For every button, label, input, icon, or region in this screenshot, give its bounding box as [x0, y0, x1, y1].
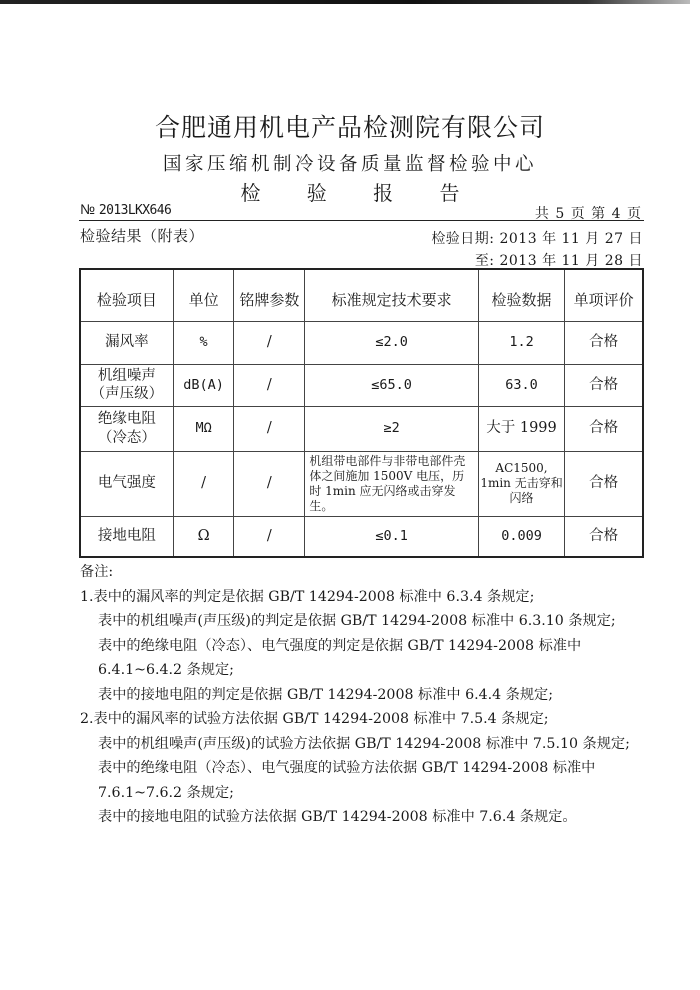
cell-requirement-text: 机组带电部件与非带电部件壳体之间施加 1500V 电压，历时 1min 应无闪络或击穿发生。: [309, 453, 466, 513]
inspection-date-from-value: 2013 年 11 月 27 日: [499, 231, 643, 247]
cell-verdict: 合格: [565, 451, 643, 516]
column-header-item: 检验项目: [80, 269, 173, 321]
note-line: 表中的机组噪声(声压级)的试验方法依据 GB/T 14294-2008 标准中 7.5.10 条规定;: [98, 735, 630, 752]
cell-unit: MΩ: [173, 406, 234, 451]
report-number: [80, 201, 171, 218]
note-line: 表中的机组噪声(声压级)的判定是依据 GB/T 14294-2008 标准中 6.3.10 条规定;: [98, 613, 616, 629]
note-line: 表中的绝缘电阻（冷态）、电气强度的试验方法依据 GB/T 14294-2008 标准中: [98, 760, 596, 776]
scan-edge: [0, 0, 690, 4]
report-number-value: 2013LKX646: [98, 203, 172, 218]
cell-data: 1.2: [478, 321, 564, 364]
results-table: [79, 268, 644, 558]
report-number-prefix: №: [80, 201, 96, 217]
cell-item-main: 绝缘电阻: [97, 411, 156, 428]
column-header-verdict: 单项评价: [565, 269, 643, 321]
center-name: 国家压缩机制冷设备质量监督检验中心: [162, 154, 537, 175]
page-info: 共 5 页 第 4 页: [534, 206, 642, 222]
cell-item: 漏风率: [80, 321, 173, 364]
table-header-row: [80, 269, 643, 321]
column-header-data: 检验数据: [478, 269, 564, 321]
table-row: [80, 406, 643, 451]
table-row: [80, 516, 643, 557]
cell-requirement: ≤0.1: [305, 516, 479, 557]
cell-nameplate: /: [234, 451, 305, 516]
cell-requirement: ≤65.0: [305, 364, 479, 406]
notes-title: 备注:: [80, 564, 114, 580]
cell-data: AC1500, 1min 无击穿和闪络: [478, 451, 564, 516]
cell-item: 接地电阻: [80, 516, 173, 557]
notes-section: [80, 560, 680, 830]
inspection-date-to: [475, 250, 643, 270]
note-line: 表中的绝缘电阻（冷态）、电气强度的判定是依据 GB/T 14294-2008 标准中: [98, 637, 582, 654]
cell-unit: dB(A): [173, 364, 234, 406]
table-row: [80, 321, 643, 364]
note-line: 表中的接地电阻的试验方法依据 GB/T 14294-2008 标准中 7.6.4 条规定。: [98, 809, 577, 825]
cell-data: 大于 1999: [478, 406, 564, 451]
note-line: 6.4.1~6.4.2 条规定;: [98, 662, 234, 678]
cell-data: 63.0: [478, 364, 564, 406]
cell-item: [80, 406, 173, 451]
cell-nameplate: /: [234, 364, 305, 406]
column-header-unit: 单位: [173, 269, 234, 321]
cell-item: 电气强度: [80, 451, 173, 516]
cell-requirement: ≥2: [305, 406, 479, 451]
cell-nameplate: /: [234, 406, 305, 451]
column-header-nameplate: 铭牌参数: [234, 269, 305, 321]
cell-verdict: 合格: [565, 516, 643, 557]
report-title: 检 验 报 告: [240, 181, 480, 205]
cell-unit: %: [173, 321, 234, 364]
cell-verdict: 合格: [565, 406, 643, 451]
cell-item: [80, 364, 173, 406]
inspection-date-from: [431, 228, 643, 248]
column-header-requirement: 标准规定技术要求: [305, 269, 479, 321]
note-line: 7.6.1~7.6.2 条规定;: [98, 784, 234, 801]
cell-unit: /: [173, 451, 234, 516]
cell-item-main: 机组噪声: [97, 367, 156, 384]
table-row: [80, 364, 643, 406]
inspection-date-label: 检验日期:: [431, 231, 495, 247]
cell-nameplate: /: [234, 321, 305, 364]
cell-item-sub: （冷态）: [97, 429, 156, 446]
cell-verdict: 合格: [565, 321, 643, 364]
cell-verdict: 合格: [565, 364, 643, 406]
inspection-date-to-value: 2013 年 11 月 28 日: [499, 253, 643, 269]
table-row: [80, 451, 643, 516]
cell-data: 0.009: [478, 516, 564, 557]
company-name: 合肥通用机电产品检测院有限公司: [154, 113, 545, 142]
cell-nameplate: /: [234, 516, 305, 557]
cell-unit: Ω: [173, 516, 234, 557]
results-label: 检验结果（附表）: [80, 227, 205, 245]
cell-requirement: ≤2.0: [305, 321, 479, 364]
inspection-date-to-label: 至:: [474, 253, 495, 269]
note-line: 1.表中的漏风率的判定是依据 GB/T 14294-2008 标准中 6.3.4 条规定;: [80, 588, 535, 605]
note-line: 2.表中的漏风率的试验方法依据 GB/T 14294-2008 标准中 7.5.4 条规定;: [80, 711, 549, 727]
note-line: 表中的接地电阻的判定是依据 GB/T 14294-2008 标准中 6.4.4 条规定;: [98, 686, 554, 703]
cell-item-sub: （声压级）: [90, 386, 164, 402]
header-divider: [79, 220, 644, 221]
cell-requirement: [305, 451, 479, 516]
